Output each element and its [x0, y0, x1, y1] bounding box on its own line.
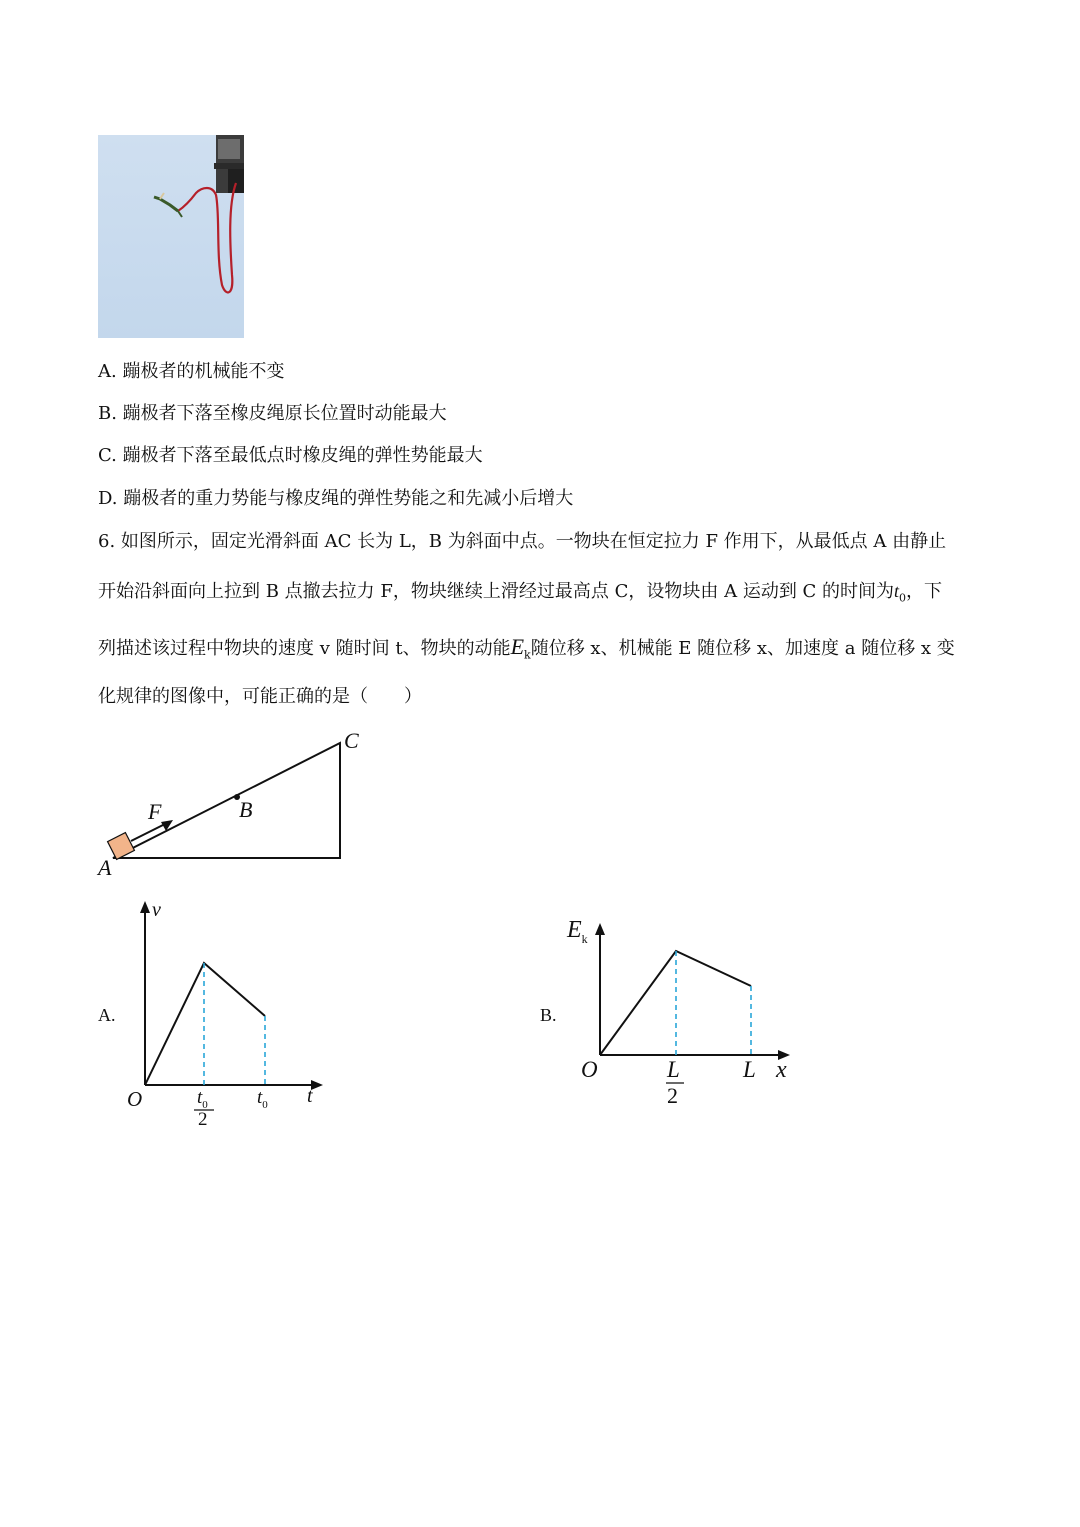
- graph-a: [120, 895, 330, 1140]
- q6-line-3: [98, 635, 955, 668]
- graph-a-tick1-den: 2: [198, 1109, 208, 1130]
- graph-b-xlabel: x: [776, 1057, 787, 1083]
- y-axis-arrow: [140, 901, 150, 913]
- incline-diagram: [95, 725, 375, 885]
- option-c: C. 蹦极者下落至最低点时橡皮绳的弹性势能最大: [98, 445, 483, 466]
- label-c: C: [344, 728, 359, 753]
- graph-b-origin: O: [581, 1057, 598, 1082]
- graph-b: [560, 915, 800, 1115]
- q6-line-2-end: ，下: [906, 581, 943, 602]
- graph-b-tick2: L: [743, 1057, 756, 1082]
- q6-line-2: [98, 579, 942, 611]
- t0-symbol: t: [894, 581, 900, 601]
- label-f: F: [148, 799, 162, 824]
- graph-a-option: A.: [98, 1005, 116, 1025]
- option-b: B. 蹦极者下落至橡皮绳原长位置时动能最大: [98, 403, 447, 424]
- force-arrow-shaft: [131, 823, 167, 841]
- graph-a-xlabel: t: [307, 1085, 313, 1107]
- graph-b-option: B.: [540, 1005, 557, 1025]
- option-a: A. 蹦极者的机械能不变: [98, 361, 285, 382]
- graph-a-ylabel: v: [152, 899, 161, 921]
- q6-line-4: 化规律的图像中，可能正确的是（ ）: [98, 686, 422, 707]
- graph-a-origin: O: [127, 1087, 143, 1111]
- v-t-line: [145, 963, 265, 1085]
- graph-b-tick1-num: L: [667, 1057, 680, 1082]
- y-axis-arrow: [595, 923, 605, 935]
- graph-a-tick2: $t_0$: [257, 1087, 268, 1111]
- t0-subscript: 0: [899, 591, 907, 605]
- q6-line-1: 6. 如图所示，固定光滑斜面 AC 长为 L，B 为斜面中点。一物块在恒定拉力 F 作用下，从最低点 A 由静止: [98, 531, 947, 552]
- option-d: D. 蹦极者的重力势能与橡皮绳的弹性势能之和先减小后增大: [98, 488, 574, 509]
- bungee-photo: [98, 135, 244, 338]
- block: [108, 833, 135, 860]
- graph-b-tick1-den: 2: [667, 1083, 678, 1108]
- ek-x-line: [600, 951, 751, 1055]
- ek-symbol: E: [510, 634, 525, 659]
- q6-line-2-text: 开始沿斜面向上拉到 B 点撤去拉力 F，物块继续上滑经过最高点 C，设物块由 A 运动到 C 的时间为: [98, 581, 895, 602]
- q6-line-3-text: 列描述该过程中物块的速度 v 随时间 t、物块的动能: [98, 638, 511, 659]
- ek-subscript: k: [524, 648, 531, 662]
- label-a: A: [98, 855, 112, 880]
- graph-b-ylabel: $E_k$: [567, 917, 588, 946]
- q6-line-3-end: 随位移 x、机械能 E 随位移 x、加速度 a 随位移 x 变: [530, 638, 955, 659]
- label-b: B: [239, 797, 253, 822]
- graph-a-tick1-num: $t_0$: [197, 1087, 208, 1111]
